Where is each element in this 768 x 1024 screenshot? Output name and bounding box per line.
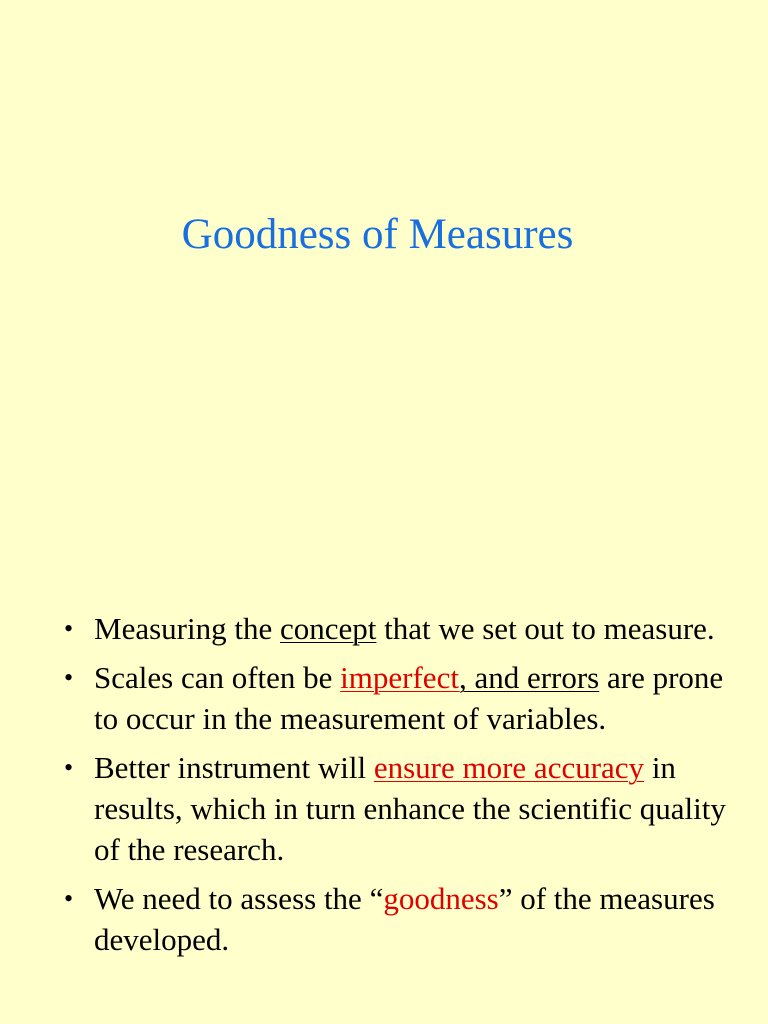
bullet-text: are prone to occur in the measurement of variables.	[94, 660, 724, 736]
bullet-icon: •	[64, 663, 74, 692]
bullet-text: ” of the measures developed.	[94, 881, 715, 957]
emphasis-goodness: goodness	[383, 881, 499, 916]
bullet-item	[60, 747, 750, 870]
emphasis-imperfect: imperfect	[340, 660, 459, 695]
bullet-text: We need to assess the “	[94, 881, 384, 916]
emphasis-ensure-more-accuracy: ensure more accuracy	[373, 750, 645, 785]
bullet-icon: •	[64, 614, 74, 643]
bullet-item	[60, 608, 750, 649]
bullet-text: that we set out to measure.	[376, 611, 715, 646]
slide-title: Goodness of Measures	[181, 211, 574, 258]
bullet-item	[60, 657, 750, 739]
bullet-icon: •	[64, 753, 74, 782]
bullet-icon: •	[64, 884, 74, 913]
emphasis-concept: concept	[279, 611, 377, 646]
bullet-text: Scales can often be	[94, 660, 341, 695]
bullet-list	[60, 608, 750, 968]
bullet-item	[60, 878, 750, 960]
bullet-text: Measuring the	[94, 611, 280, 646]
emphasis-and-errors: , and errors	[458, 660, 600, 695]
bullet-text: Better instrument will	[94, 750, 374, 785]
bullet-text: in results, which in turn enhance the scientific quality of the research.	[94, 750, 726, 867]
